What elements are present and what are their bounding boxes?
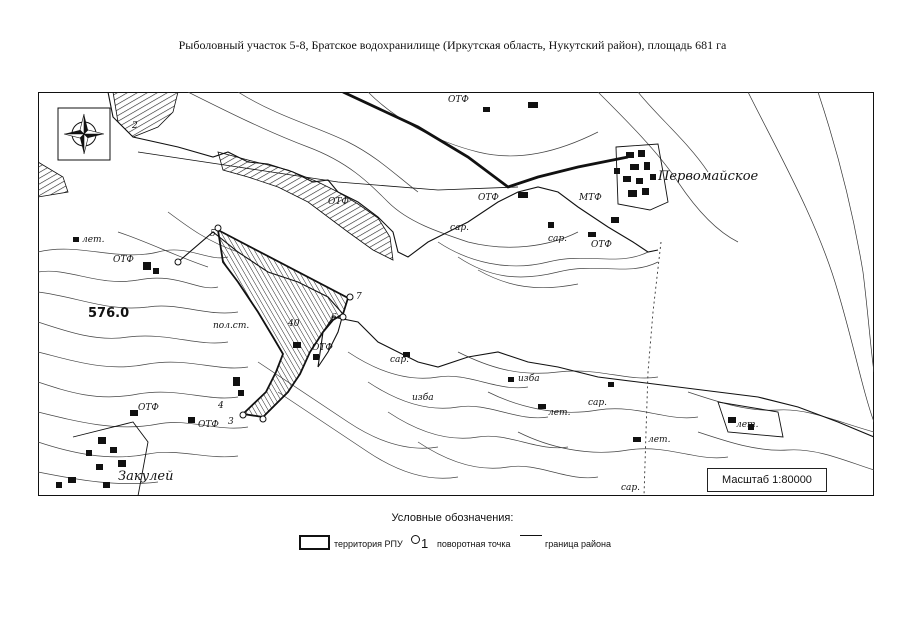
main-road — [343, 92, 628, 187]
label-contour-40: 40 — [288, 319, 300, 329]
label-otf-3: ОТФ — [328, 197, 349, 207]
scale-label: Масштаб 1:80000 — [707, 468, 827, 492]
map-title: Рыболовный участок 5-8, Братское водохранилище (Иркутская область, Нукутский район), площадь 681 га — [178, 38, 727, 52]
turning-point-6 — [340, 314, 346, 320]
road-secondary — [138, 152, 518, 190]
label-otf-2: ОТФ — [478, 193, 499, 203]
turning-point-3 — [175, 259, 181, 265]
label-sar-4: сар. — [588, 398, 608, 408]
label-point-6: 6 — [331, 313, 337, 323]
label-point-4: 4 — [218, 401, 224, 411]
label-let-3: лет. — [648, 435, 671, 445]
label-otf-6: ОТФ — [312, 343, 333, 353]
label-sar-3: сар. — [390, 355, 410, 365]
compass-rose-icon — [58, 108, 110, 160]
legend-title: Условные обозначения: — [391, 512, 514, 524]
map-area[interactable] — [38, 92, 874, 496]
legend-boundary-line-icon — [520, 535, 542, 536]
turning-point-2 — [215, 225, 221, 231]
label-village-zakulei: Закулей — [118, 469, 174, 484]
label-elevation: 576.0 — [88, 306, 130, 321]
label-mtf: МТФ — [579, 193, 602, 203]
legend-turning-point-icon — [411, 535, 420, 544]
legend-rpu-label: территория РПУ — [334, 539, 403, 549]
hatched-area-northwest — [113, 92, 178, 137]
label-otf-5: ОТФ — [113, 255, 134, 265]
label-point-3: 3 — [228, 417, 234, 427]
legend-boundary-label: граница района — [545, 539, 611, 549]
label-otf-8: ОТФ — [198, 420, 219, 430]
turning-point-4 — [240, 412, 246, 418]
label-izba-1: изба — [518, 374, 540, 384]
topographic-map — [38, 92, 874, 496]
label-sar-2: сар. — [548, 234, 568, 244]
legend-rpu-swatch — [299, 535, 330, 550]
turning-point-7 — [347, 294, 353, 300]
legend-turning-point-marker: 1 — [421, 536, 429, 551]
turning-point-5 — [260, 416, 266, 422]
label-sar-5: сар. — [621, 483, 641, 493]
label-point-2: 2 — [132, 121, 138, 131]
label-point-5: 5 — [210, 229, 216, 239]
label-let-4: лет. — [736, 420, 759, 430]
label-village-pervomayskoye: Первомайское — [658, 169, 759, 184]
east-shoreline — [748, 92, 874, 422]
south-hills-contours — [38, 212, 874, 484]
label-polst: пол.ст. — [213, 321, 250, 331]
label-let-1: лет. — [82, 235, 105, 245]
label-otf-7: ОТФ — [138, 403, 159, 413]
legend-turning-point-label: поворотная точка — [437, 539, 511, 549]
hatched-area-west-edge — [38, 162, 68, 197]
label-let-2: лет. — [548, 408, 571, 418]
label-otf-4: ОТФ — [591, 240, 612, 250]
district-boundary — [644, 242, 661, 496]
label-otf-1: ОТФ — [448, 95, 469, 105]
label-izba-2: изба — [412, 393, 434, 403]
label-point-7: 7 — [356, 292, 362, 302]
label-sar-1: сар. — [450, 223, 470, 233]
